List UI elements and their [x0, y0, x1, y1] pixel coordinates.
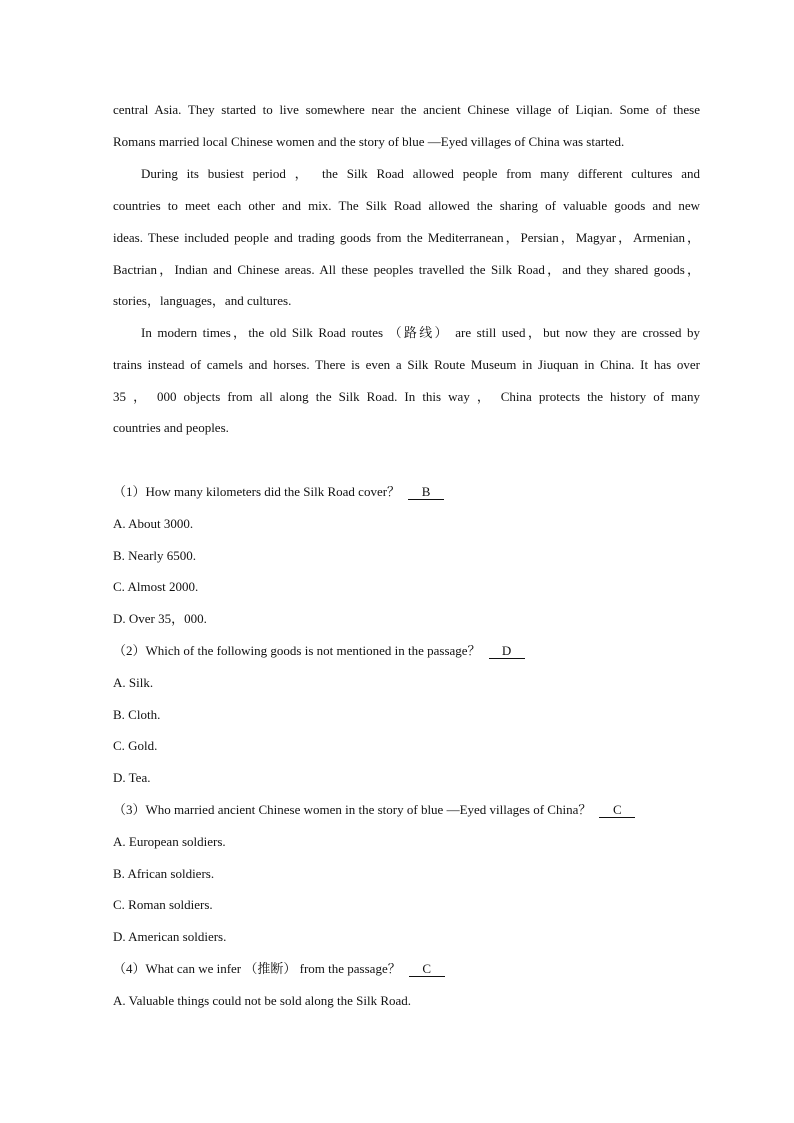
passage-line: trains instead of camels and horses. There is even a Silk Route Museum in Jiuquan in China. It has over	[113, 357, 700, 372]
answer-blank: D	[489, 643, 525, 659]
passage-line: countries to meet each other and mix. The Silk Road allowed the sharing of valuable goods and new	[113, 198, 700, 213]
passage-line: 35 ， 000 objects from all along the Silk Road. In this way ， China protects the history of many	[113, 389, 700, 404]
question-3	[113, 801, 700, 819]
option-c: C. Almost 2000.	[113, 579, 199, 594]
question-stem: （2）Which of the following goods is not mentioned in the passage？	[113, 643, 481, 658]
option-a: A. European soldiers.	[113, 834, 226, 849]
question-1	[113, 483, 700, 501]
option-b: B. Nearly 6500.	[113, 548, 197, 563]
option-b: B. African soldiers.	[113, 866, 215, 881]
option-a: A. Valuable things could not be sold along the Silk Road.	[113, 993, 412, 1008]
option-c: C. Gold.	[113, 738, 158, 753]
question-4	[113, 960, 700, 978]
option-c: C. Roman soldiers.	[113, 897, 213, 912]
option-d: D. Tea.	[113, 770, 151, 785]
passage-line: Romans married local Chinese women and the story of blue —Eyed villages of China was started.	[113, 134, 625, 149]
passage-line: ideas. These included people and trading goods from the Mediterranean，Persian，Magyar，Armenian，	[113, 230, 700, 245]
passage-line: During its busiest period ， the Silk Road allowed people from many different cultures and	[141, 166, 700, 181]
answer-blank: B	[408, 484, 444, 500]
answer-blank: C	[599, 802, 635, 818]
option-d: D. Over 35，000.	[113, 611, 207, 626]
question-stem: （4）What can we infer （推断） from the passage？	[113, 961, 401, 976]
option-a: A. Silk.	[113, 675, 154, 690]
passage-line: central Asia. They started to live somewhere near the ancient Chinese village of Liqian. Some of these	[113, 102, 700, 117]
passage-line: stories，languages，and cultures.	[113, 293, 292, 308]
passage-line: Bactrian，Indian and Chinese areas. All these peoples travelled the Silk Road，and they shared goods，	[113, 262, 700, 277]
option-b: B. Cloth.	[113, 707, 161, 722]
passage-line: countries and peoples.	[113, 420, 229, 435]
question-2	[113, 642, 700, 660]
answer-blank: C	[409, 961, 445, 977]
question-stem: （3）Who married ancient Chinese women in the story of blue —Eyed villages of China？	[113, 802, 592, 817]
option-a: A. About 3000.	[113, 516, 194, 531]
option-d: D. American soldiers.	[113, 929, 227, 944]
passage-line: In modern times，the old Silk Road routes （路线） are still used，but now they are crossed by	[141, 325, 700, 340]
question-stem: （1）How many kilometers did the Silk Road cover？	[113, 484, 401, 499]
